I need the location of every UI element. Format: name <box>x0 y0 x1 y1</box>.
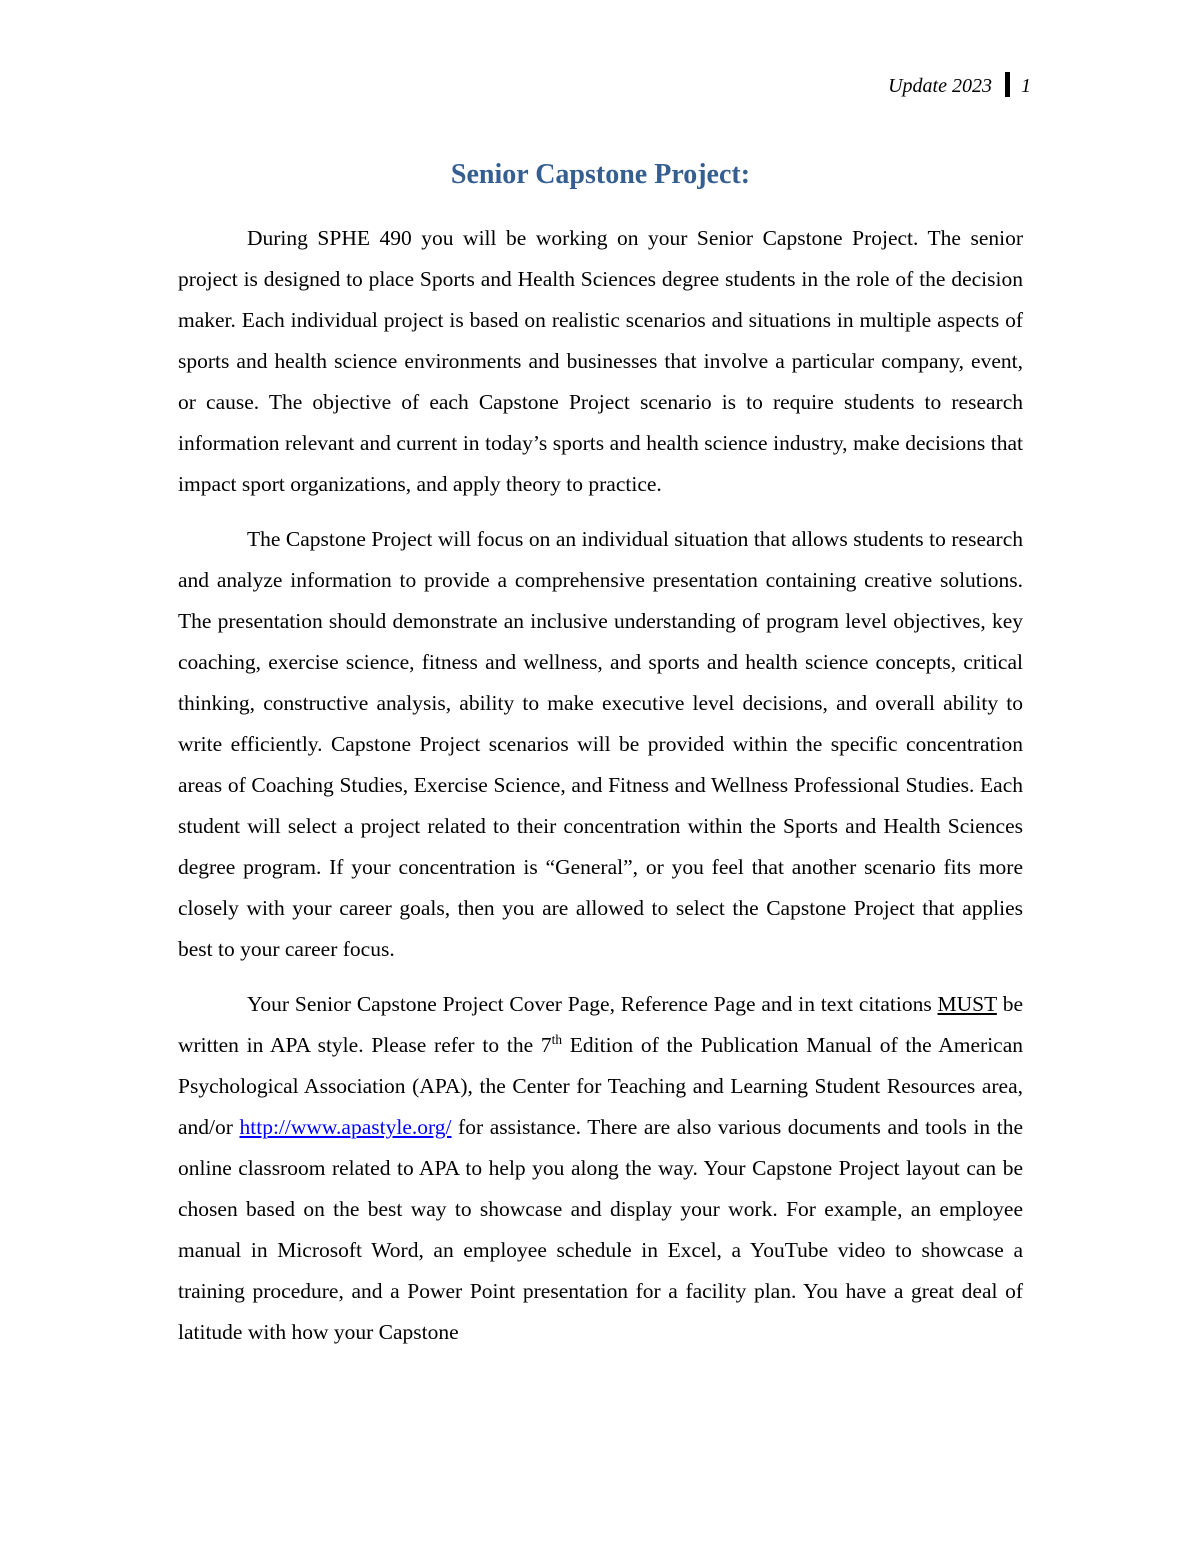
apa-text-mid2: Edition of the Publication Manual of the American Psychological Association (APA), the Center for Teaching and Learning Student Resources area, and/or <box>178 1033 1023 1139</box>
header-update-label: Update 2023 <box>888 75 992 97</box>
paragraph-focus: The Capstone Project will focus on an individual situation that allows students to research and analyze information to provide a comprehensive presentation containing creative solutions. The presentation should demonstrate an inclusive understanding of program level objectives, key coaching, exercise science, fitness and wellness, and sports and health science concepts, critical thinking, constructive analysis, ability to make executive level decisions, and overall ability to write efficiently. Capstone Project scenarios will be provided within the specific concentration areas of Coaching Studies, Exercise Science, and Fitness and Wellness Professional Studies. Each student will select a project related to their concentration within the Sports and Health Sciences degree program. If your concentration is “General”, or you feel that another scenario fits more closely with your career goals, then you are allowed to select the Capstone Project that applies best to your career focus. <box>178 527 1023 961</box>
document-title: Senior Capstone Project: <box>450 159 751 190</box>
document-body <box>178 218 1023 1353</box>
page-header <box>178 72 1031 100</box>
paragraph-apa <box>178 984 1023 1353</box>
paragraph-intro: During SPHE 490 you will be working on your Senior Capstone Project. The senior project is designed to place Sports and Health Sciences degree students in the role of the decision maker. Each individual project is based on realistic scenarios and situations in multiple aspects of sports and health science environments and businesses that involve a particular company, event, or cause. The objective of each Capstone Project scenario is to require students to research information relevant and current in today’s sports and health science industry, make decisions that impact sport organizations, and apply theory to practice. <box>178 226 1023 496</box>
apa-text-end: for assistance. There are also various documents and tools in the online classroom related to APA to help you along the way. Your Capstone Project layout can be chosen based on the best way to showcase and display your work. For example, an employee manual in Microsoft Word, an employee schedule in Excel, a YouTube video to showcase a training procedure, and a Power Point presentation for a facility plan. You have a great deal of latitude with how your Capstone <box>178 1115 1023 1344</box>
header-page-number: 1 <box>1021 75 1031 97</box>
apa-text-start: Your Senior Capstone Project Cover Page, Reference Page and in text citations <box>247 992 938 1016</box>
must-emphasis: MUST <box>937 992 997 1016</box>
header-divider-bar <box>1005 72 1010 97</box>
apastyle-link[interactable]: http://www.apastyle.org/ <box>239 1115 452 1139</box>
apa-text-mid1: be written in APA style. Please refer to the 7 <box>178 992 1023 1057</box>
ordinal-superscript: th <box>551 1031 563 1047</box>
